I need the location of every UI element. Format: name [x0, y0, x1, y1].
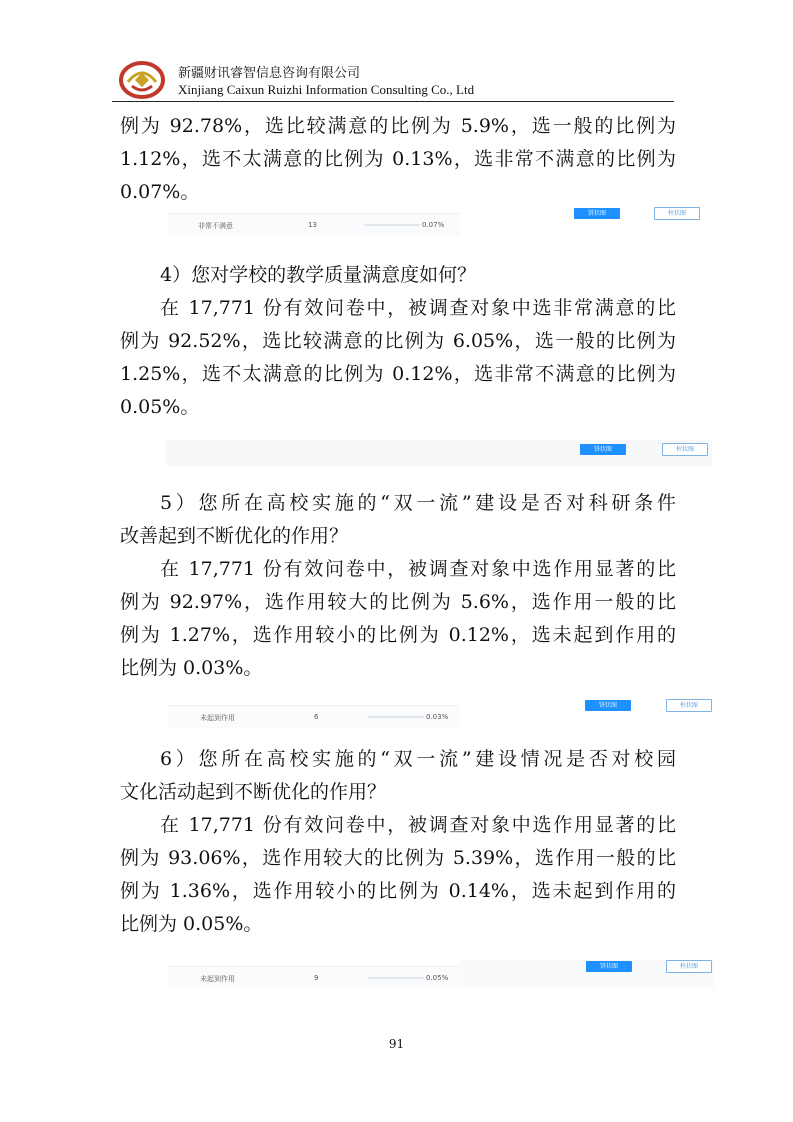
text-line: 比例为 0.03%。 — [120, 657, 263, 679]
text-line: 0.07%。 — [120, 181, 200, 203]
response-percent: 0.03% — [426, 713, 449, 721]
header-divider — [112, 101, 674, 102]
question5-block — [120, 487, 676, 685]
page-number: 91 — [388, 1037, 405, 1051]
percent-bar — [368, 977, 424, 979]
text-line: 在 17,771 份有效问卷中，被调查对象中选作用显著的比 — [160, 558, 676, 580]
company-name-en: Xinjiang Caixun Ruizhi Information Consulting Co., Ltd — [178, 82, 475, 97]
response-count: 6 — [314, 713, 319, 721]
option-label: 未起到作用 — [200, 714, 235, 722]
text-line: 例为 1.27%，选作用较小的比例为 0.12%，选未起到作用的 — [120, 624, 676, 646]
text-line: 例为 93.06%，选作用较大的比例为 5.39%，选作用一般的比 — [120, 847, 676, 869]
text-line: 1.12%，选不太满意的比例为 0.13%，选非常不满意的比例为 — [120, 148, 676, 170]
page-header — [112, 56, 674, 102]
text-line: 1.25%，选不太满意的比例为 0.12%，选非常不满意的比例为 — [120, 363, 676, 385]
table-row — [168, 213, 460, 236]
snippet-strip — [166, 440, 712, 466]
text-line: 在 17,771 份有效问卷中，被调查对象中选作用显著的比 — [160, 814, 676, 836]
percent-bar — [368, 716, 424, 718]
pie-chart-button[interactable]: 饼状图 — [580, 444, 626, 455]
response-percent: 0.07% — [422, 221, 445, 229]
question4-block — [120, 259, 676, 424]
company-name-cn: 新疆财讯睿智信息咨询有限公司 — [178, 66, 361, 81]
question6-block — [120, 743, 676, 941]
bar-chart-button[interactable]: 柱状图 — [666, 960, 712, 973]
table-row — [168, 705, 460, 728]
question-title: 4）您对学校的教学质量满意度如何？ — [160, 264, 477, 286]
section3-paragraph — [120, 110, 676, 209]
text-line: 比例为 0.05%。 — [120, 913, 263, 935]
company-logo-icon — [118, 60, 166, 100]
text-line: 0.05%。 — [120, 396, 200, 418]
question-title-line: 6）您所在高校实施的“双一流”建设情况是否对校园 — [160, 748, 676, 770]
question-title-line: 改善起到不断优化的作用？ — [120, 525, 349, 547]
text-line: 例为 92.52%，选比较满意的比例为 6.05%，选一般的比例为 — [120, 330, 676, 352]
text-line: 例为 92.78%，选比较满意的比例为 5.9%，选一般的比例为 — [120, 115, 676, 137]
response-percent: 0.05% — [426, 974, 449, 982]
response-count: 9 — [314, 974, 319, 982]
response-count: 13 — [308, 221, 317, 229]
text-line: 例为 1.36%，选作用较小的比例为 0.14%，选未起到作用的 — [120, 880, 676, 902]
option-label: 非常不满意 — [198, 222, 233, 230]
table-row — [168, 966, 460, 989]
text-line: 例为 92.97%，选作用较大的比例为 5.6%，选作用一般的比 — [120, 591, 676, 613]
pie-chart-button[interactable]: 饼状图 — [586, 961, 632, 972]
pie-chart-button[interactable]: 饼状图 — [574, 208, 620, 219]
option-label: 未起到作用 — [200, 975, 235, 983]
question-title-line: 5）您所在高校实施的“双一流”建设是否对科研条件 — [160, 492, 676, 514]
bar-chart-button[interactable]: 柱状图 — [666, 699, 712, 712]
percent-bar — [364, 224, 420, 226]
pie-chart-button[interactable]: 饼状图 — [585, 700, 631, 711]
text-line: 在 17,771 份有效问卷中，被调查对象中选非常满意的比 — [160, 297, 676, 319]
bar-chart-button[interactable]: 柱状图 — [654, 207, 700, 220]
question-title-line: 文化活动起到不断优化的作用？ — [120, 781, 387, 803]
bar-chart-button[interactable]: 柱状图 — [662, 443, 708, 456]
